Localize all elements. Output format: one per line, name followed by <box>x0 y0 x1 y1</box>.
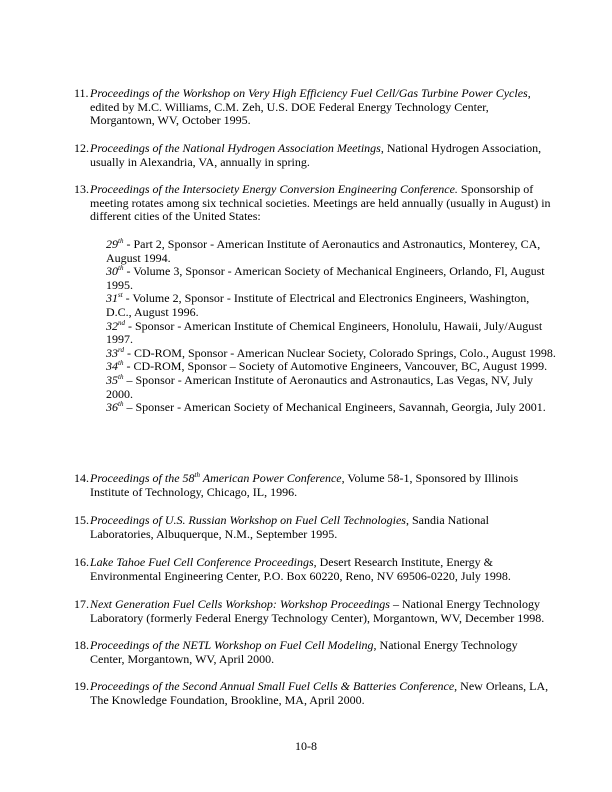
reference-number: 18. <box>74 638 89 652</box>
reference-title: Proceedings of the 58th American Power Conference <box>90 471 342 485</box>
reference-title: Proceedings of U.S. Russian Workshop on Fuel Cell Technologies <box>90 513 406 527</box>
reference-number: 17. <box>74 597 89 611</box>
reference-details: , Sandia National Laboratories, Albuquerque, N.M., September 1995. <box>90 513 489 541</box>
reference-12 <box>74 142 554 169</box>
iecec-meeting: 35th – Sponsor - American Institute of Aeronautics and Astronautics, Las Vegas, NV, July 2000. <box>106 372 533 401</box>
reference-title: Proceedings of the Intersociety Energy Conversion Engineering Conference. <box>90 182 458 196</box>
reference-title: Proceedings of the Second Annual Small Fuel Cells & Batteries Conference <box>90 679 455 693</box>
reference-title: Lake Tahoe Fuel Cell Conference Proceedings <box>90 555 314 569</box>
reference-13 <box>74 183 554 224</box>
reference-11 <box>74 87 554 128</box>
reference-number: 15. <box>74 513 89 527</box>
reference-17 <box>74 598 554 625</box>
iecec-meeting: 32nd - Sponsor - American Institute of Chemical Engineers, Honolulu, Hawaii, July/August 1997. <box>106 318 543 347</box>
page-number: 10-8 <box>295 739 317 753</box>
reference-title: Proceedings of the National Hydrogen Association Meetings <box>90 141 381 155</box>
iecec-meeting-list <box>106 238 556 415</box>
reference-details: , Volume 58-1, Sponsored by Illinois Institute of Technology, Chicago, IL, 1996. <box>90 471 519 499</box>
iecec-meeting: 29th - Part 2, Sponsor - American Institute of Aeronautics and Astronautics, Monterey, CA, August 1994. <box>106 237 541 265</box>
iecec-meeting: 30th - Volume 3, Sponsor - American Society of Mechanical Engineers, Orlando, Fl, August 1995. <box>106 264 545 292</box>
iecec-meeting: 36th – Sponser - American Society of Mechanical Engineers, Savannah, Georgia, July 2001. <box>106 400 546 415</box>
reference-19 <box>74 680 554 707</box>
reference-14 <box>74 472 554 499</box>
reference-title: Next Generation Fuel Cells Workshop: Workshop Proceedings <box>90 597 390 611</box>
reference-details: – National Energy Technology Laboratory (formerly Federal Energy Technology Center), Morgantown, WV, December 1998. <box>90 597 545 625</box>
reference-details: , edited by M.C. Williams, C.M. Zeh, U.S. DOE Federal Energy Technology Center, Morgantown, WV, October 1995. <box>90 86 531 128</box>
reference-16 <box>74 556 554 583</box>
reference-details: , National Energy Technology Center, Morgantown, WV, April 2000. <box>90 638 518 666</box>
iecec-meeting: 34th - CD-ROM, Sponsor – Society of Automotive Engineers, Vancouver, BC, August 1999. <box>106 359 548 374</box>
reference-details: , New Orleans, LA, The Knowledge Foundation, Brookline, MA, April 2000. <box>90 679 549 707</box>
iecec-meeting: 31st - Volume 2, Sponsor - Institute of Electrical and Electronics Engineers, Washington, D.C., August 1996. <box>106 291 530 319</box>
reference-details: , National Hydrogen Association, usually in Alexandria, VA, annually in spring. <box>90 141 542 169</box>
reference-details: Sponsorship of meeting rotates among six technical societies. Meetings are held annually (usually in August) in different cities of the United States: <box>90 182 551 224</box>
iecec-meeting: 33rd - CD-ROM, Sponsor - American Nuclear Society, Colorado Springs, Colo., August 1998. <box>106 345 556 360</box>
reference-title: Proceedings of the Workshop on Very High Efficiency Fuel Cell/Gas Turbine Power Cycles <box>90 86 528 100</box>
reference-number: 11. <box>74 86 89 100</box>
reference-number: 16. <box>74 555 89 569</box>
reference-number: 12. <box>74 141 89 155</box>
reference-details: , Desert Research Institute, Energy & Environmental Engineering Center, P.O. Box 60220, Reno, NV 69506-0220, July 1998. <box>90 555 511 583</box>
reference-number: 13. <box>74 182 89 196</box>
reference-15 <box>74 514 554 541</box>
reference-number: 14. <box>74 471 89 485</box>
reference-title: Proceedings of the NETL Workshop on Fuel Cell Modeling <box>90 638 374 652</box>
reference-18 <box>74 639 554 666</box>
reference-number: 19. <box>74 679 89 693</box>
